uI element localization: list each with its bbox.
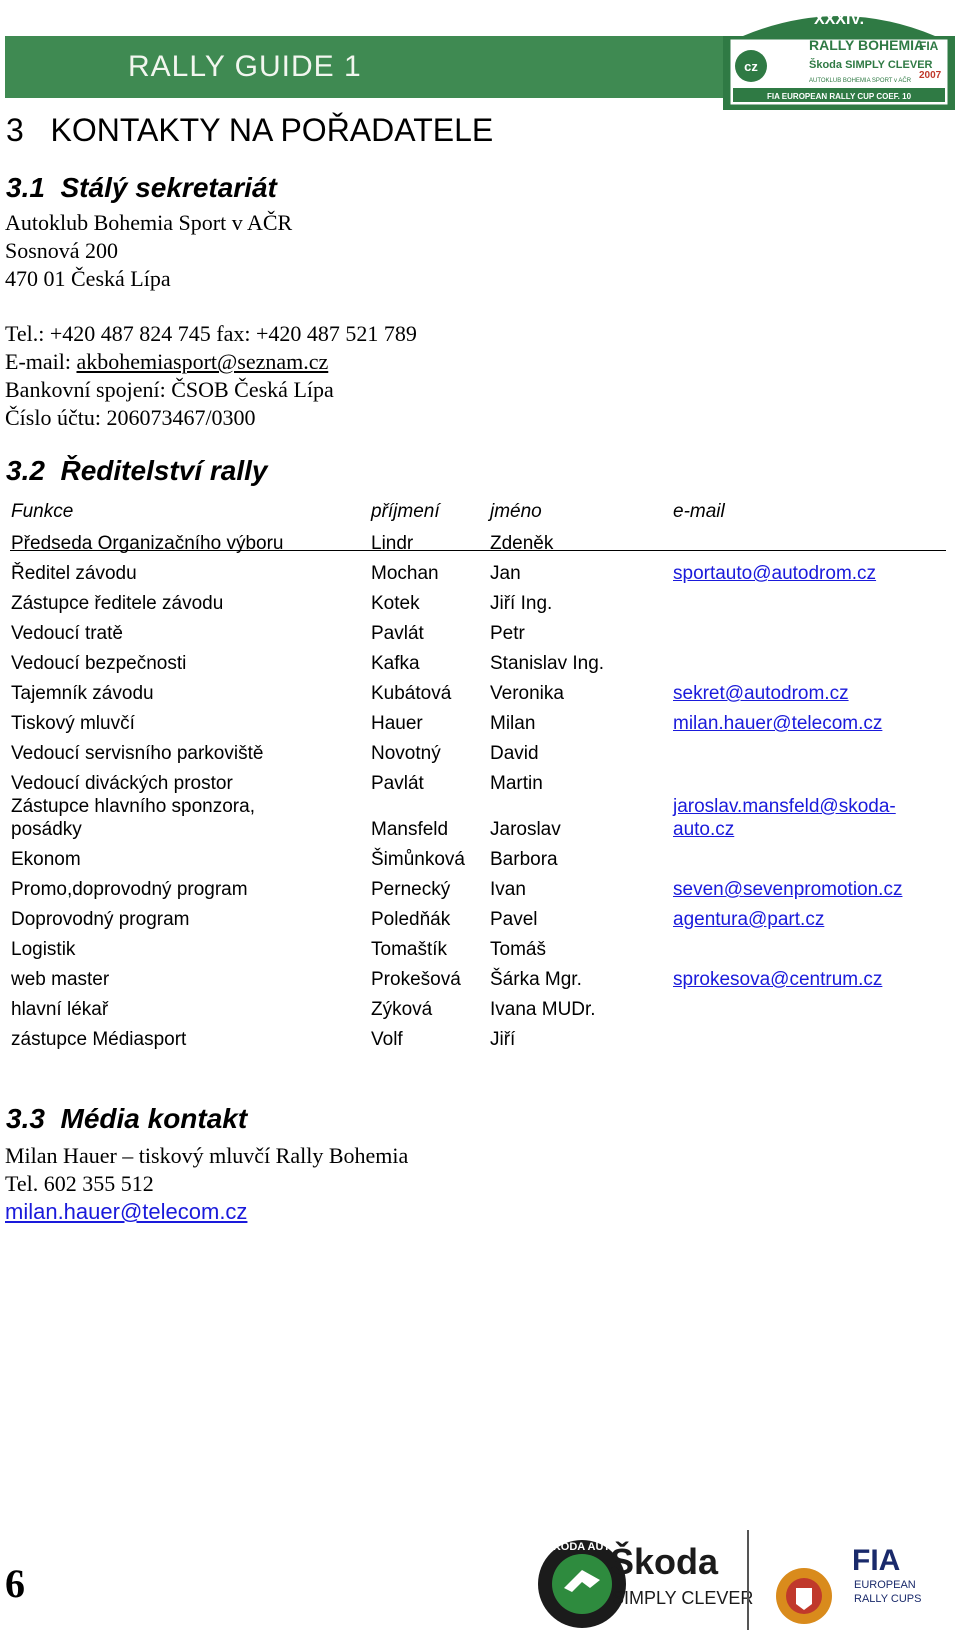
cell-firstname: Jan <box>490 563 521 584</box>
banner-title: RALLY GUIDE 1 <box>128 50 362 83</box>
bank-line: Bankovní spojení: ČSOB Česká Lípa <box>5 377 334 402</box>
media-email-link[interactable]: milan.hauer@telecom.cz <box>5 1199 248 1224</box>
table-row <box>10 795 946 819</box>
svg-text:2007: 2007 <box>919 70 942 81</box>
cell-firstname: Tomáš <box>490 939 546 960</box>
table-row <box>10 772 946 796</box>
section-3-3-heading <box>6 1103 247 1135</box>
fia-logo: FIA <box>852 1544 901 1577</box>
cell-surname: Mansfeld <box>371 819 449 840</box>
cell-surname: Pavlát <box>371 773 424 794</box>
address-line-1: Autoklub Bohemia Sport v AČR <box>5 210 293 235</box>
table-row <box>10 848 946 872</box>
cell-surname: Volf <box>371 1029 403 1050</box>
cell-function: hlavní lékař <box>11 999 109 1020</box>
cell-function: Tiskový mluvčí <box>11 713 135 734</box>
cell-surname: Šimůnková <box>371 849 465 870</box>
cell-firstname: Ivana MUDr. <box>490 999 596 1020</box>
section-title: Stálý sekretariát <box>60 172 277 203</box>
cell-function: web master <box>11 969 110 990</box>
header-function: Funkce <box>11 501 74 522</box>
section-title: KONTAKTY NA POŘADATELE <box>50 112 494 148</box>
cell-email[interactable]: sekret@autodrom.cz <box>673 683 849 704</box>
cell-firstname: Martin <box>490 773 543 794</box>
cell-surname: Hauer <box>371 713 423 734</box>
cell-function: Vedoucí diváckých prostor <box>11 773 233 794</box>
cell-function: Zástupce hlavního sponzora, <box>11 796 255 817</box>
svg-text:FIA EUROPEAN RALLY CUP COEF. 1: FIA EUROPEAN RALLY CUP COEF. 10 <box>766 92 912 101</box>
cell-function: Vedoucí servisního parkoviště <box>11 743 264 764</box>
svg-text:FIA: FIA <box>919 39 939 53</box>
section-title: Média kontakt <box>60 1103 248 1134</box>
header-email: e-mail <box>673 501 725 522</box>
cell-email[interactable]: agentura@part.cz <box>673 909 825 930</box>
table-row <box>10 622 946 646</box>
section-3-2-heading <box>6 455 267 487</box>
cell-surname: Pernecký <box>371 879 451 900</box>
cell-firstname: David <box>490 743 539 764</box>
cell-function: Promo,doprovodný program <box>11 879 248 900</box>
cell-function: Ředitel závodu <box>11 563 137 584</box>
svg-text:ŠKODA AUTO: ŠKODA AUTO <box>545 1541 619 1553</box>
cell-firstname: Ivan <box>490 879 526 900</box>
table-row <box>10 1028 946 1052</box>
cell-email[interactable]: jaroslav.mansfeld@skoda- <box>673 796 896 817</box>
cell-surname: Prokešová <box>371 969 461 990</box>
cell-surname: Mochan <box>371 563 439 584</box>
cell-surname: Pavlát <box>371 623 424 644</box>
email-label: E-mail: <box>5 349 77 374</box>
table-row <box>10 592 946 616</box>
fia-sub-1: EUROPEAN <box>854 1579 916 1591</box>
section-number: 3.2 <box>6 455 45 486</box>
cell-surname: Novotný <box>371 743 441 764</box>
table-row <box>10 968 946 992</box>
cell-firstname: Veronika <box>490 683 564 704</box>
section-number: 3 <box>6 112 24 148</box>
cell-firstname: Jiří Ing. <box>490 593 553 614</box>
table-row <box>10 742 946 766</box>
section-title: Ředitelství rally <box>60 455 268 486</box>
cell-firstname: Stanislav Ing. <box>490 653 605 674</box>
section-number: 3.1 <box>6 172 45 203</box>
cell-surname: Kubátová <box>371 683 452 704</box>
table-row <box>10 878 946 902</box>
media-phone-line: Tel. 602 355 512 <box>5 1171 154 1196</box>
cell-function: zástupce Médiasport <box>11 1029 187 1050</box>
cell-function: Zástupce ředitele závodu <box>11 593 224 614</box>
svg-text:Škoda SIMPLY CLEVER: Škoda SIMPLY CLEVER <box>809 59 933 71</box>
table-row <box>10 532 946 556</box>
skoda-wordmark: Škoda <box>610 1541 719 1582</box>
cell-email[interactable]: sprokesova@centrum.cz <box>673 969 883 990</box>
cell-firstname: Pavel <box>490 909 538 930</box>
table-row <box>10 908 946 932</box>
cell-email[interactable]: seven@sevenpromotion.cz <box>673 879 903 900</box>
email-link[interactable]: akbohemiasport@seznam.cz <box>76 349 329 374</box>
cell-function: Logistik <box>11 939 76 960</box>
media-contact-line: Milan Hauer – tiskový mluvčí Rally Bohemia <box>5 1143 409 1168</box>
cell-email[interactable]: sportauto@autodrom.cz <box>673 563 877 584</box>
skoda-tagline: SIMPLY CLEVER <box>612 1588 754 1608</box>
cell-email[interactable]: milan.hauer@telecom.cz <box>673 713 883 734</box>
svg-text:AUTOKLUB BOHEMIA SPORT v AČR: AUTOKLUB BOHEMIA SPORT v AČR <box>809 78 912 84</box>
cell-firstname: Šárka Mgr. <box>490 969 582 990</box>
footer-sponsor-logos <box>530 1530 955 1638</box>
cell-firstname: Jiří <box>490 1029 516 1050</box>
cell-function: Vedoucí tratě <box>11 623 123 644</box>
section-3-1-heading <box>6 172 277 204</box>
cell-surname: Poledňák <box>371 909 451 930</box>
table-row <box>10 818 946 842</box>
cell-surname: Zýková <box>371 999 433 1020</box>
svg-text:XXXIV.: XXXIV. <box>813 11 865 28</box>
cell-surname: Lindr <box>371 533 414 554</box>
header-surname: příjmení <box>371 501 440 522</box>
table-row <box>10 652 946 676</box>
cell-surname: Kafka <box>371 653 420 674</box>
section-3-heading <box>6 112 493 149</box>
address-line-3: 470 01 Česká Lípa <box>5 266 171 291</box>
autoklub-crest-icon <box>776 1568 832 1624</box>
fia-sub-2: RALLY CUPS <box>854 1593 922 1605</box>
cell-function: Ekonom <box>11 849 81 870</box>
cell-firstname: Milan <box>490 713 536 734</box>
cell-email[interactable]: auto.cz <box>673 819 735 840</box>
rally-bohemia-logo <box>723 2 955 110</box>
table-row <box>10 562 946 586</box>
header-firstname: jméno <box>490 501 542 522</box>
cell-surname: Tomaštík <box>371 939 448 960</box>
cell-function: Předseda Organizačního výboru <box>11 533 284 554</box>
cell-function: Doprovodný program <box>11 909 190 930</box>
cell-firstname: Zdeněk <box>490 533 554 554</box>
cell-firstname: Jaroslav <box>490 819 561 840</box>
email-line <box>5 348 328 376</box>
section-number: 3.3 <box>6 1103 45 1134</box>
address-line-2: Sosnová 200 <box>5 238 119 263</box>
table-row <box>10 682 946 706</box>
table-row <box>10 712 946 736</box>
cell-function: Vedoucí bezpečnosti <box>11 653 187 674</box>
cell-firstname: Barbora <box>490 849 558 870</box>
cell-firstname: Petr <box>490 623 525 644</box>
cell-surname: Kotek <box>371 593 420 614</box>
svg-text:RALLY BOHEMIA: RALLY BOHEMIA <box>809 37 925 53</box>
cell-function: posádky <box>11 819 82 840</box>
cell-function: Tajemník závodu <box>11 683 154 704</box>
account-line: Číslo účtu: 206073467/0300 <box>5 405 256 430</box>
table-row <box>10 938 946 962</box>
phone-fax-line: Tel.: +420 487 824 745 fax: +420 487 521 789 <box>5 321 417 346</box>
table-row <box>10 998 946 1022</box>
svg-text:cz: cz <box>744 59 758 74</box>
page-number: 6 <box>5 1561 25 1606</box>
